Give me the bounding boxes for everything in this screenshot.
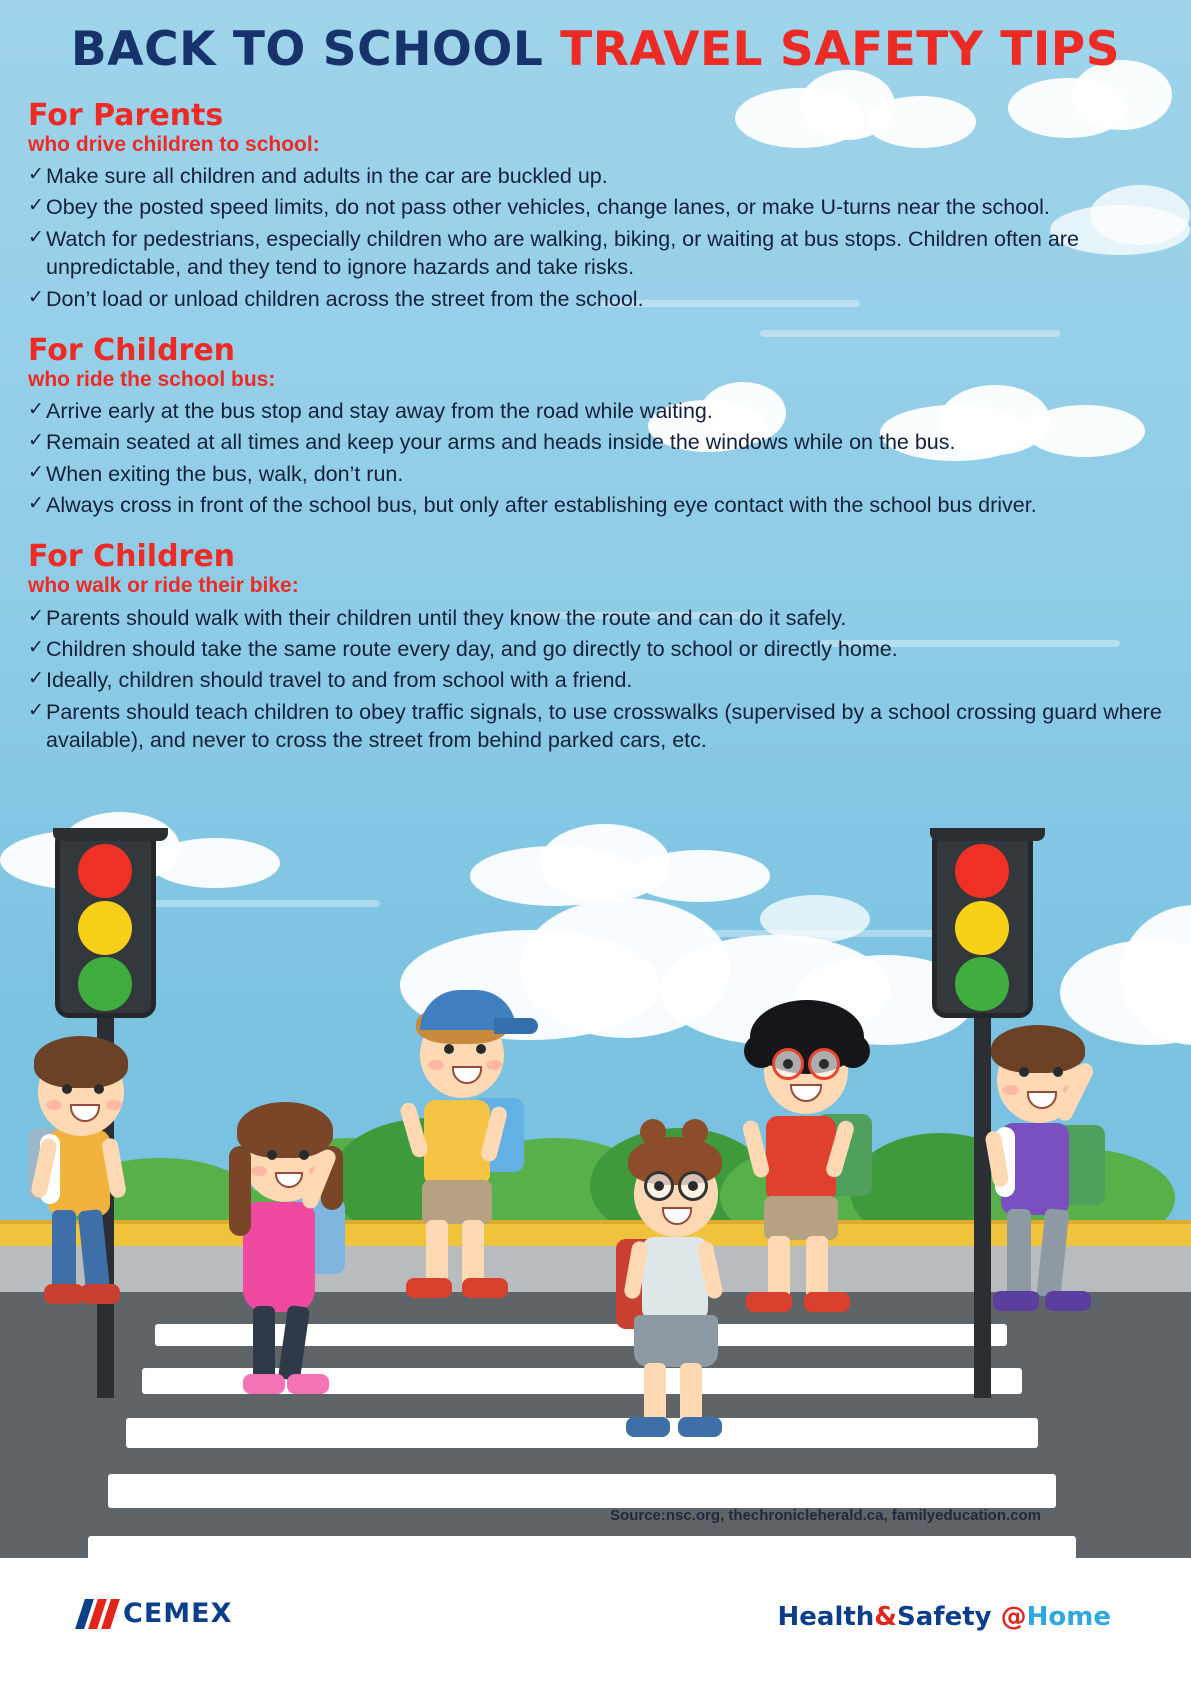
child-eye (62, 1084, 72, 1094)
child-torso (766, 1116, 836, 1202)
child-eye (688, 1181, 698, 1191)
child-eye (1053, 1067, 1063, 1077)
child-hair (237, 1102, 333, 1158)
child-torso (424, 1100, 490, 1186)
tip-text: Remain seated at all times and keep your arms and heads inside the windows while on the bus. (46, 430, 956, 455)
child-leg (426, 1220, 448, 1286)
child-hair-bun (640, 1119, 666, 1145)
source-citation: Source:nsc.org, thechronicleherald.ca, familyeducation.com (610, 1507, 1041, 1524)
child-figure (10, 1018, 160, 1318)
crosswalk-stripe (108, 1474, 1056, 1508)
tip-item (28, 460, 1163, 488)
section-heading: For Children (28, 539, 236, 575)
check-icon: ✓ (28, 668, 44, 690)
child-leg (1007, 1209, 1031, 1297)
check-icon: ✓ (28, 605, 44, 627)
page-title (0, 22, 1191, 77)
check-icon: ✓ (28, 398, 44, 420)
check-icon: ✓ (28, 493, 44, 515)
check-icon: ✓ (28, 195, 44, 217)
child-shorts (764, 1196, 838, 1240)
child-shoe (287, 1374, 329, 1394)
title-part-2: TRAVEL SAFETY TIPS (560, 22, 1121, 77)
tip-item (28, 666, 1163, 694)
title-part-1: BACK TO SCHOOL (70, 22, 561, 77)
child-leg (768, 1236, 790, 1300)
child-shoe (804, 1292, 850, 1312)
footer-bar (0, 1558, 1191, 1684)
traffic-light-housing (932, 828, 1033, 1018)
child-eye (783, 1059, 793, 1069)
tip-item (28, 193, 1163, 221)
tip-item (28, 225, 1163, 282)
child-braid (229, 1146, 251, 1236)
child-eye (819, 1059, 829, 1069)
cemex-slashes-icon (80, 1599, 115, 1629)
section-subheading: who drive children to school: (28, 132, 320, 156)
child-cheek (106, 1100, 122, 1110)
logo-health: Health (777, 1602, 875, 1632)
child-hair (991, 1025, 1085, 1073)
child-cheek (428, 1060, 444, 1070)
section-for-parents (28, 100, 1163, 313)
tip-item (28, 491, 1163, 519)
logo-ampersand: & (874, 1602, 897, 1632)
tip-text: Obey the posted speed limits, do not pass other vehicles, change lanes, or make U-turns near the school. (46, 195, 1050, 220)
child-hair (628, 1137, 722, 1185)
section-for-children-bus (28, 332, 1163, 520)
crosswalk-stripe (88, 1536, 1076, 1558)
child-shoe (80, 1284, 120, 1304)
child-shoe (746, 1292, 792, 1312)
child-leg (278, 1305, 310, 1381)
traffic-light-visor (930, 828, 1045, 841)
tip-text: Children should take the same route every day, and go directly to school or directly home. (46, 636, 898, 661)
logo-safety: Safety (896, 1602, 1001, 1632)
section-heading: For Parents (28, 98, 224, 133)
check-icon: ✓ (28, 461, 44, 483)
child-leg (1036, 1208, 1069, 1298)
child-figure (975, 1003, 1145, 1323)
child-shoe (1045, 1291, 1091, 1311)
child-dress (243, 1202, 315, 1312)
child-leg (644, 1363, 666, 1425)
crosswalk-stripe (126, 1418, 1038, 1448)
child-eye (299, 1150, 309, 1160)
tip-item (28, 635, 1163, 663)
child-shoe (462, 1278, 508, 1298)
child-skirt (634, 1315, 718, 1367)
child-cheek (46, 1100, 62, 1110)
tip-text: Parents should teach children to obey traffic signals, to use crosswalks (supervised by a school crossing guard where available), and never to cross the street from behind parked cars, etc. (46, 699, 1162, 753)
child-cheek (1003, 1085, 1019, 1095)
child-hair (34, 1036, 128, 1088)
child-shorts (422, 1180, 492, 1224)
child-shoe (243, 1374, 285, 1394)
child-leg (806, 1236, 828, 1300)
child-eye (94, 1084, 104, 1094)
child-shoe (406, 1278, 452, 1298)
check-icon: ✓ (28, 699, 44, 721)
health-safety-at-home-logo (778, 1602, 1112, 1632)
traffic-light-housing (55, 828, 156, 1018)
tip-text: Ideally, children should travel to and from school with a friend. (46, 668, 633, 693)
tip-item (28, 604, 1163, 632)
tip-text: Don’t load or unload children across the street from the school. (46, 286, 644, 311)
child-cheek (251, 1166, 267, 1176)
cap-brim (494, 1018, 538, 1034)
child-eye (267, 1150, 277, 1160)
check-icon: ✓ (28, 430, 44, 452)
check-icon: ✓ (28, 636, 44, 658)
section-subheading: who walk or ride their bike: (28, 574, 299, 598)
check-icon: ✓ (28, 226, 44, 248)
tips-content (28, 100, 1163, 776)
child-leg (78, 1209, 110, 1293)
child-shoe (993, 1291, 1039, 1311)
traffic-light-visor (53, 828, 168, 841)
cemex-wordmark: CEMEX (123, 1598, 233, 1629)
child-hair-bun (682, 1119, 708, 1145)
child-cheek (486, 1060, 502, 1070)
child-shoe (678, 1417, 722, 1437)
tip-item (28, 162, 1163, 190)
child-eye (476, 1044, 486, 1054)
child-figure (400, 978, 570, 1298)
tip-item (28, 428, 1163, 456)
logo-at: @ (1000, 1602, 1027, 1632)
check-icon: ✓ (28, 286, 44, 308)
child-eye (1019, 1067, 1029, 1077)
tip-item (28, 698, 1163, 755)
traffic-light-yellow-lamp (78, 901, 132, 955)
tip-item (28, 285, 1163, 313)
traffic-light-green-lamp (78, 957, 132, 1011)
child-figure (600, 1113, 760, 1433)
traffic-light-red-lamp (955, 844, 1009, 898)
traffic-light-red-lamp (78, 844, 132, 898)
tip-text: Watch for pedestrians, especially children who are walking, biking, or waiting at bus stops. Children often are unpredictable, and they tend to ignore hazards and take risks. (46, 226, 1079, 280)
child-figure (740, 988, 910, 1318)
section-for-children-walk (28, 541, 1163, 754)
child-shoe (626, 1417, 670, 1437)
child-shoe (44, 1284, 84, 1304)
section-subheading: who ride the school bus: (28, 367, 276, 391)
tip-text: Arrive early at the bus stop and stay away from the road while waiting. (46, 398, 713, 423)
tip-text: When exiting the bus, walk, don’t run. (46, 461, 404, 486)
section-heading: For Children (28, 332, 236, 368)
child-leg (253, 1306, 275, 1380)
child-eye (444, 1044, 454, 1054)
child-leg (52, 1210, 76, 1292)
traffic-light-yellow-lamp (955, 901, 1009, 955)
child-eye (654, 1181, 664, 1191)
check-icon: ✓ (28, 164, 44, 186)
street-scene-illustration (0, 828, 1191, 1558)
tip-text: Always cross in front of the school bus, but only after establishing eye contact with the school bus driver. (46, 493, 1037, 518)
tip-text: Make sure all children and adults in the car are buckled up. (46, 164, 608, 189)
child-leg (680, 1363, 702, 1425)
tip-item (28, 397, 1163, 425)
logo-home: Home (1026, 1602, 1111, 1632)
cemex-logo (80, 1598, 232, 1629)
tip-text: Parents should walk with their children until they know the route and can do it safely. (46, 605, 847, 630)
child-figure (225, 1088, 385, 1388)
child-leg (462, 1220, 484, 1286)
child-hair (836, 1034, 870, 1068)
